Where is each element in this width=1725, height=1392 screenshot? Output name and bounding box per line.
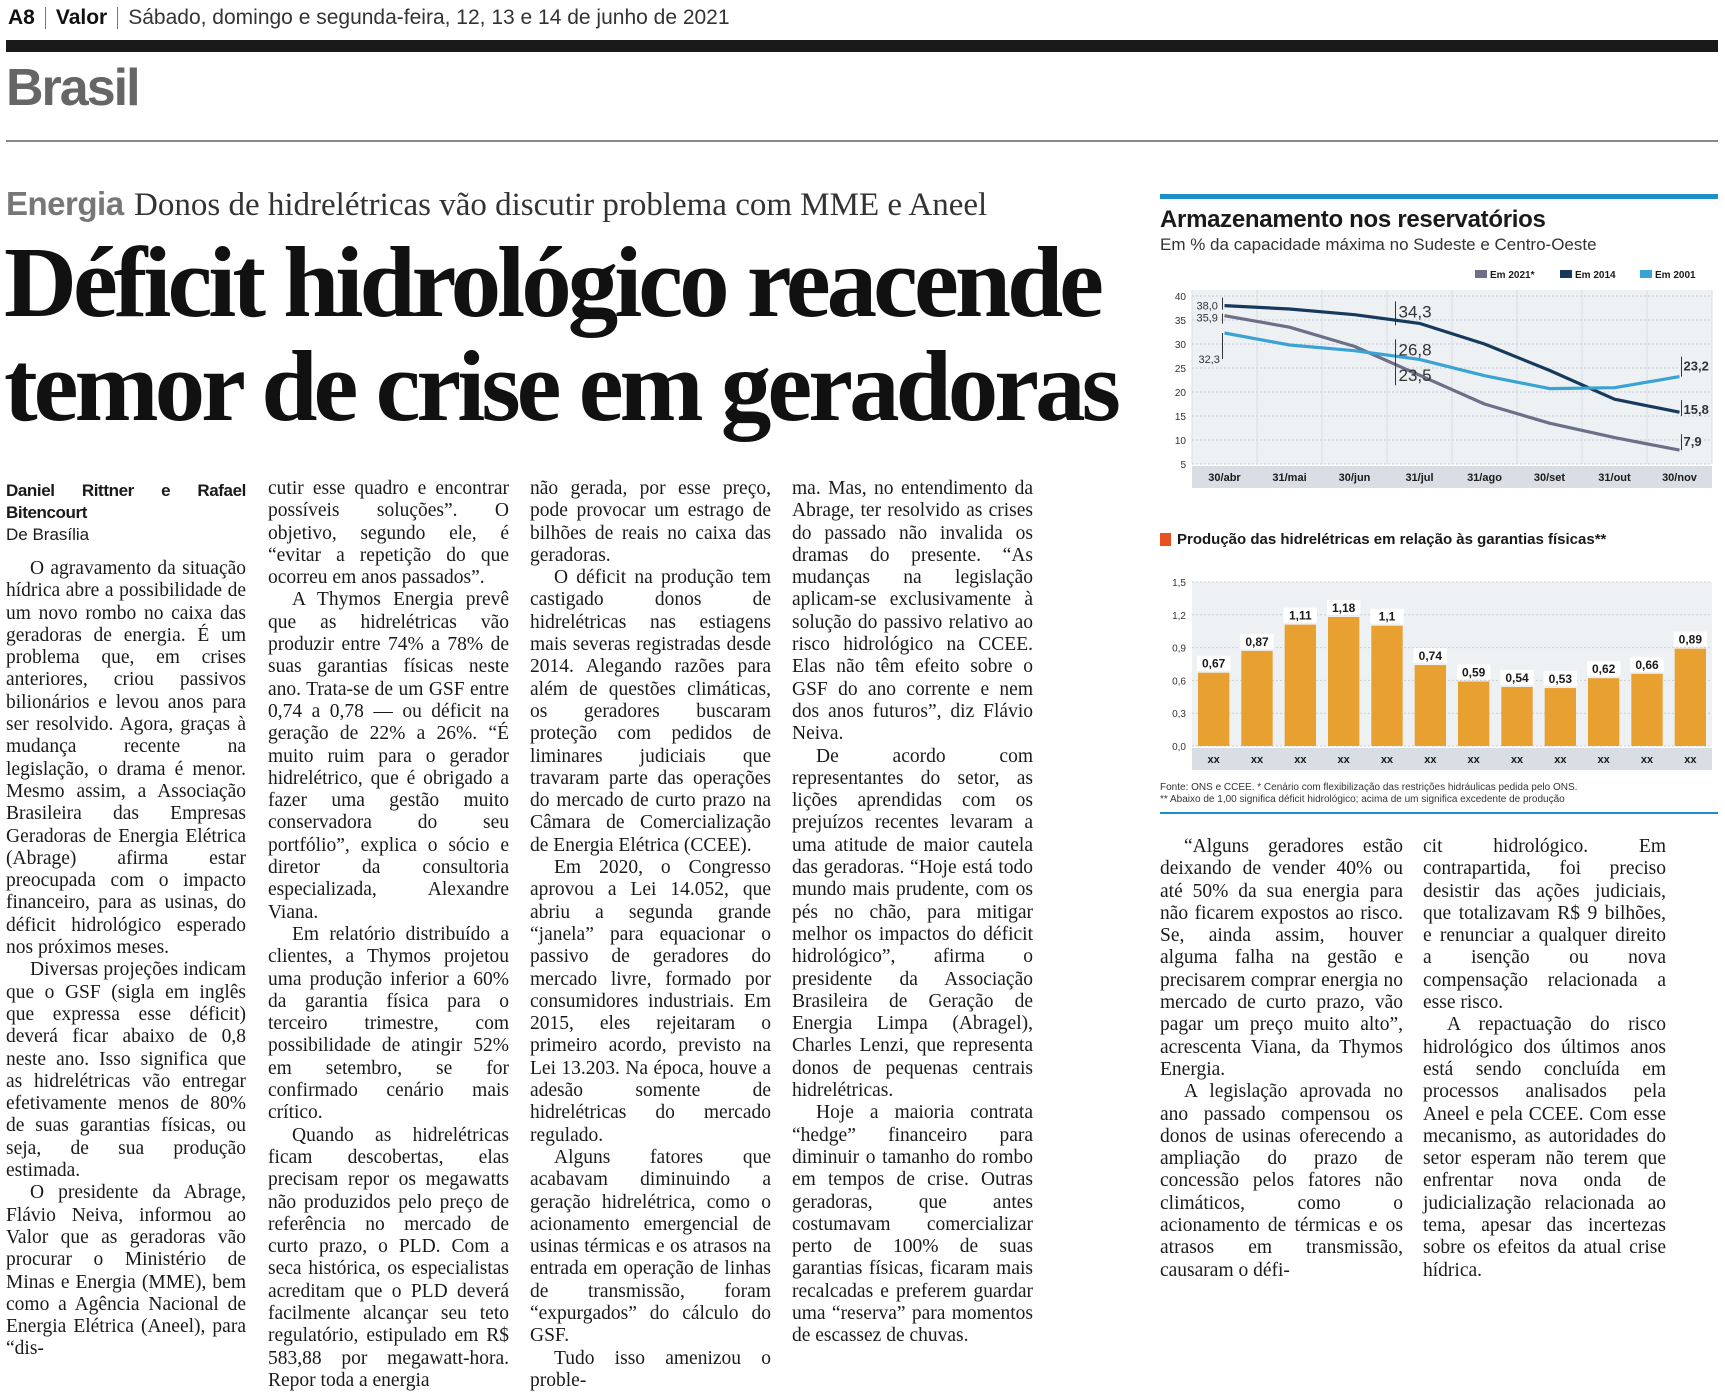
headline: Déficit hidrológico reacende temor de crise em geradoras: [4, 226, 1117, 442]
article-paragraph: ma. Mas, no entendimento da Abrage, ter resolvido as crises do passado não invalida os dramas do presente. “As mudanças na legislação aplicam-se exclusivamente à solução do passivo relativo ao risco hidrológico na CCEE. Elas não têm efeito sobre o GSF do ano corrente e nem dos anos futuros”, diz Flávio Neiva.: [792, 478, 1033, 745]
article-paragraph: Em 2020, o Congresso aprovou a Lei 14.052, que abriu a segunda grande “janela” para equacionar o passivo de geradores do mercado livre, formado por consumidores industriais. Em 2015, eles rejeitaram o primeiro acordo, previsto na Lei 13.203. Na época, houve a adesão somente de hidrelétricas do mercado regulado.: [530, 857, 771, 1146]
chart-bottom-rule: [1160, 812, 1718, 814]
article-paragraph: não gerada, por esse preço, pode provocar um estrago de bilhões de reais no caixa das geradoras.: [530, 478, 771, 566]
bar: [1371, 626, 1402, 746]
chart-top-rule: [1160, 194, 1718, 199]
page-number: A8: [8, 6, 35, 29]
y-tick-label: 1,2: [1172, 610, 1186, 622]
article-paragraph: Tudo isso amenizou o proble-: [530, 1347, 771, 1391]
article-paragraph: Em relatório distribuído a clientes, a Thymos projetou uma produção inferior a 60% da garantia física para o terceiro trimestre, com possibilidade de atingir 52% em setembro, se for confirmado cenário mais crítico.: [268, 923, 509, 1124]
issue-date: Sábado, domingo e segunda-feira, 12, 13 e 14 de junho de 2021: [128, 6, 730, 29]
article-paragraph: Hoje a maioria contrata “hedge” financeiro para diminuir o tamanho do rombo em tempos de crise. Outras geradoras, que antes costumavam comercializar perto de 100% de suas garantias físicas, ficaram mais recalcadas e preferem guardar uma “reserva” para momentos de escassez de chuvas.: [792, 1102, 1033, 1347]
chart-source: Fonte: ONS e CCEE. * Cenário com flexibilização das restrições hidráulicas pedida pelo ONS.: [1160, 782, 1578, 793]
data-label: 1,11: [1288, 608, 1312, 623]
bar-chart-title: [1160, 531, 1606, 548]
bar: [1545, 688, 1576, 746]
bar: [1675, 649, 1706, 746]
article-column-3: [530, 478, 771, 1392]
section-title: Brasil: [6, 59, 139, 117]
article-paragraph: “Alguns geradores estão deixando de vender 40% ou até 50% da sua energia para não ficarem expostos ao risco. Se, ainda assim, houver alguma falha na gestão e precisarem comprar energia no mercado de curto prazo, vão pagar um preço muito alto”, acrescenta Viana, da Thymos Energia.: [1160, 836, 1403, 1080]
x-tick-label: xx: [1554, 754, 1567, 766]
article-column-5: [1160, 836, 1403, 1282]
kicker: [6, 184, 987, 224]
production-bar-chart: [1160, 578, 1720, 776]
x-tick-label: xx: [1467, 754, 1480, 766]
x-tick-label: xx: [1597, 754, 1610, 766]
y-tick-label: 5: [1180, 460, 1186, 471]
y-tick-label: 15: [1174, 412, 1186, 423]
article-paragraph: O presidente da Abrage, Flávio Neiva, informou ao Valor que as geradoras vão procurar o Ministério de Minas e Energia (MME), bem como a Agência Nacional de Energia Elétrica (Aneel), para “dis-: [6, 1182, 246, 1360]
x-tick-label: 31/ago: [1467, 472, 1502, 484]
data-label: 0,53: [1548, 672, 1573, 687]
bar: [1328, 617, 1359, 746]
data-label: 7,9: [1683, 434, 1702, 450]
article-paragraph: A Thymos Energia prevê que as hidrelétricas vão produzir entre 74% a 78% de suas garantias físicas neste ano. Trata-se de um GSF entre 0,74 a 0,78 — ou déficit na geração de 22% a 26%. “É muito ruim para o gerador hidrelétrico, que é obrigado a fazer uma gestão muito conservadora do seu portfólio”, explica o sócio e diretor da consultoria especializada, Alexandre Viana.: [268, 589, 509, 923]
page-header: [8, 6, 730, 30]
y-tick-label: 10: [1174, 436, 1186, 447]
y-tick-label: 20: [1174, 388, 1186, 399]
x-tick-label: xx: [1294, 754, 1307, 766]
legend-swatch: [1640, 270, 1652, 278]
data-label: 1,1: [1378, 609, 1396, 624]
article-column-1: [6, 480, 246, 1361]
article-paragraph: Quando as hidrelétricas ficam descobertas, elas precisam repor os megawatts não produzidos pelo preço de referência no mercado de curto prazo, o PLD. Com a seca histórica, os especialistas acreditam que o PLD deverá facilmente alcançar seu teto regulatório, estipulado em R$ 583,88 por megawatt-hora. Repor toda a energia: [268, 1124, 509, 1391]
paper-name: Valor: [55, 6, 108, 29]
chart-subtitle: Em % da capacidade máxima no Sudeste e Centro-Oeste: [1160, 235, 1597, 254]
kicker-text: Donos de hidrelétricas vão discutir problema com MME e Aneel: [134, 187, 988, 223]
article-paragraph: Diversas projeções indicam que o GSF (sigla em inglês que expressa esse déficit) deverá ficar abaixo de 0,8 neste ano. Isso significa que as hidrelétricas vão entregar efetivamente menos de 80% de suas garantias físicas, ou seja, de sua produção estimada.: [6, 959, 246, 1182]
x-axis-band: [1192, 748, 1712, 770]
data-label: 23,5: [1398, 366, 1432, 386]
x-tick-label: 31/out: [1598, 472, 1631, 484]
data-label: 0,66: [1635, 657, 1659, 672]
y-tick-label: 40: [1174, 292, 1186, 303]
legend-label: Em 2001: [1655, 270, 1696, 281]
chart-footnote: ** Abaixo de 1,00 significa déficit hidrológico; acima de um significa excedente de produção: [1160, 794, 1565, 805]
legend-swatch: [1475, 270, 1487, 278]
chart-notes: [1160, 782, 1720, 806]
y-tick-label: 0,6: [1172, 676, 1186, 688]
data-label: 23,2: [1683, 358, 1709, 374]
article-column-4: [792, 478, 1033, 1348]
legend-swatch: [1560, 270, 1572, 278]
byline-authors: Daniel Rittner e Rafael Bitencourt: [6, 481, 246, 522]
bar-chart-title-text: Produção das hidrelétricas em relação às garantias físicas**: [1177, 531, 1607, 548]
data-label: 0,59: [1461, 665, 1486, 680]
legend-label: Em 2021*: [1490, 270, 1535, 281]
bar: [1458, 681, 1489, 746]
article-paragraph: cutir esse quadro e encontrar possíveis soluções”. O objetivo, segundo ele, é “evitar a repetição do que ocorreu em anos passados”.: [268, 478, 509, 589]
bar: [1501, 687, 1532, 746]
x-tick-label: xx: [1424, 754, 1437, 766]
x-tick-label: 30/nov: [1662, 472, 1697, 484]
x-tick-label: 30/jun: [1338, 472, 1371, 484]
y-tick-label: 0,0: [1172, 742, 1186, 753]
data-label: 26,8: [1398, 340, 1432, 360]
article-paragraph: De acordo com representantes do setor, as lições aprendidas com os prejuízos recentes levaram a uma atitude de maior cautela das geradoras. “Hoje está todo mundo mais prudente, com os pés no chão, para mitigar melhor os impactos do déficit hidrológico”, afirma o presidente da Associação Brasileira de Geração de Energia Limpa (Abragel), Charles Lenzi, que representa donos de pequenas centrais hidrelétricas.: [792, 745, 1033, 1102]
x-tick-label: xx: [1684, 754, 1697, 766]
x-tick-label: 31/mai: [1272, 472, 1307, 484]
x-tick-label: xx: [1207, 754, 1220, 766]
data-label: 0,62: [1591, 662, 1616, 677]
section-rule: [6, 140, 1718, 142]
kicker-tag: Energia: [6, 185, 124, 222]
data-label: 35,9: [1196, 312, 1218, 325]
article-column-2: [268, 478, 509, 1392]
bar: [1241, 651, 1272, 746]
legend-swatch: [1160, 533, 1171, 546]
y-tick-label: 25: [1174, 364, 1186, 375]
byline-place: De Brasília: [6, 525, 90, 544]
data-label: 0,87: [1245, 634, 1269, 649]
x-tick-label: 30/set: [1533, 472, 1566, 484]
x-tick-label: xx: [1337, 754, 1350, 766]
data-label: 1,18: [1331, 600, 1356, 615]
x-tick-label: xx: [1510, 754, 1524, 766]
x-tick-label: xx: [1640, 754, 1654, 766]
data-label: 32,3: [1198, 353, 1220, 366]
header-rule: [6, 40, 1718, 52]
x-axis-band: [1192, 466, 1712, 488]
data-label: 0,67: [1201, 656, 1226, 671]
bar: [1631, 674, 1662, 746]
data-label: 0,74: [1418, 649, 1443, 664]
data-label: 15,8: [1683, 402, 1709, 418]
bar: [1198, 673, 1229, 746]
data-label: 0,54: [1505, 670, 1529, 685]
y-tick-label: 30: [1174, 340, 1186, 351]
data-label: 0,89: [1678, 632, 1703, 647]
article-paragraph: A repactuação do risco hidrológico dos últimos anos está sendo concluída em processos analisados pela Aneel e pela CCEE. Com esse mecanismo, as autoridades do setor esperam não terem que enfrentar nova onda de judicialização relacionada ao tema, apesar das incertezas sobre os efeitos da atual crise hídrica.: [1423, 1014, 1666, 1281]
y-tick-label: 0,3: [1172, 709, 1186, 721]
y-tick-label: 0,9: [1172, 643, 1186, 655]
data-label: 38,0: [1196, 300, 1218, 313]
article-paragraph: A legislação aprovada no ano passado compensou os donos de usinas oferecendo a ampliação do prazo de concessão pelos fatores não climáticos, como o acionamento de térmicas e os atrasos em transmissão, causaram o défi-: [1160, 1081, 1403, 1281]
reservoir-line-chart: [1160, 268, 1720, 508]
article-column-6: [1423, 836, 1666, 1282]
article-paragraph: Alguns fatores que acabavam diminuindo a geração hidrelétrica, como o acionamento emergencial de usinas térmicas e os atrasos na entrada em operação de linhas de transmissão, foram “expurgados” do cálculo do GSF.: [530, 1146, 771, 1347]
header-divider: [117, 7, 118, 29]
y-tick-label: 1,5: [1172, 578, 1186, 589]
data-label: 34,3: [1398, 302, 1432, 322]
chart-title: Armazenamento nos reservatórios: [1160, 206, 1546, 233]
header-divider: [45, 7, 46, 29]
bar: [1285, 625, 1316, 746]
x-tick-label: xx: [1380, 754, 1394, 766]
article-paragraph: O agravamento da situação hídrica abre a possibilidade de um novo rombo no caixa das geradoras de energia. É um problema que, em crises anteriores, criou passivos bilionários e levou anos para ser resolvido. Agora, graças à mudança recente na legislação, o drama é menor. Mesmo assim, a Associação Brasileira das Empresas Geradoras de Energia Elétrica (Abrage) afirma estar preocupada com o impacto financeiro, para as usinas, do déficit hidrológico esperado nos próximos meses.: [6, 558, 246, 959]
article-paragraph: cit hidrológico. Em contrapartida, foi preciso desistir das ações judiciais, que totalizavam R$ 9 bilhões, e renunciar a qualquer direito a isenção ou nova compensação relacionada a esse risco.: [1423, 836, 1666, 1014]
bar: [1588, 678, 1619, 746]
legend-label: Em 2014: [1575, 270, 1616, 281]
article-paragraph: O déficit na produção tem castigado donos de hidrelétricas nas estiagens mais severas registradas desde 2014. Alegando razões para além de questões climáticas, os geradores buscaram proteção com pedidos de liminares judiciais que travaram parte das operações do mercado de curto prazo na Câmara de Comercialização de Energia Elétrica (CCEE).: [530, 567, 771, 856]
x-tick-label: xx: [1250, 754, 1264, 766]
x-tick-label: 30/abr: [1208, 472, 1241, 484]
x-tick-label: 31/jul: [1405, 472, 1434, 484]
bar: [1415, 665, 1446, 746]
y-tick-label: 35: [1174, 316, 1186, 327]
